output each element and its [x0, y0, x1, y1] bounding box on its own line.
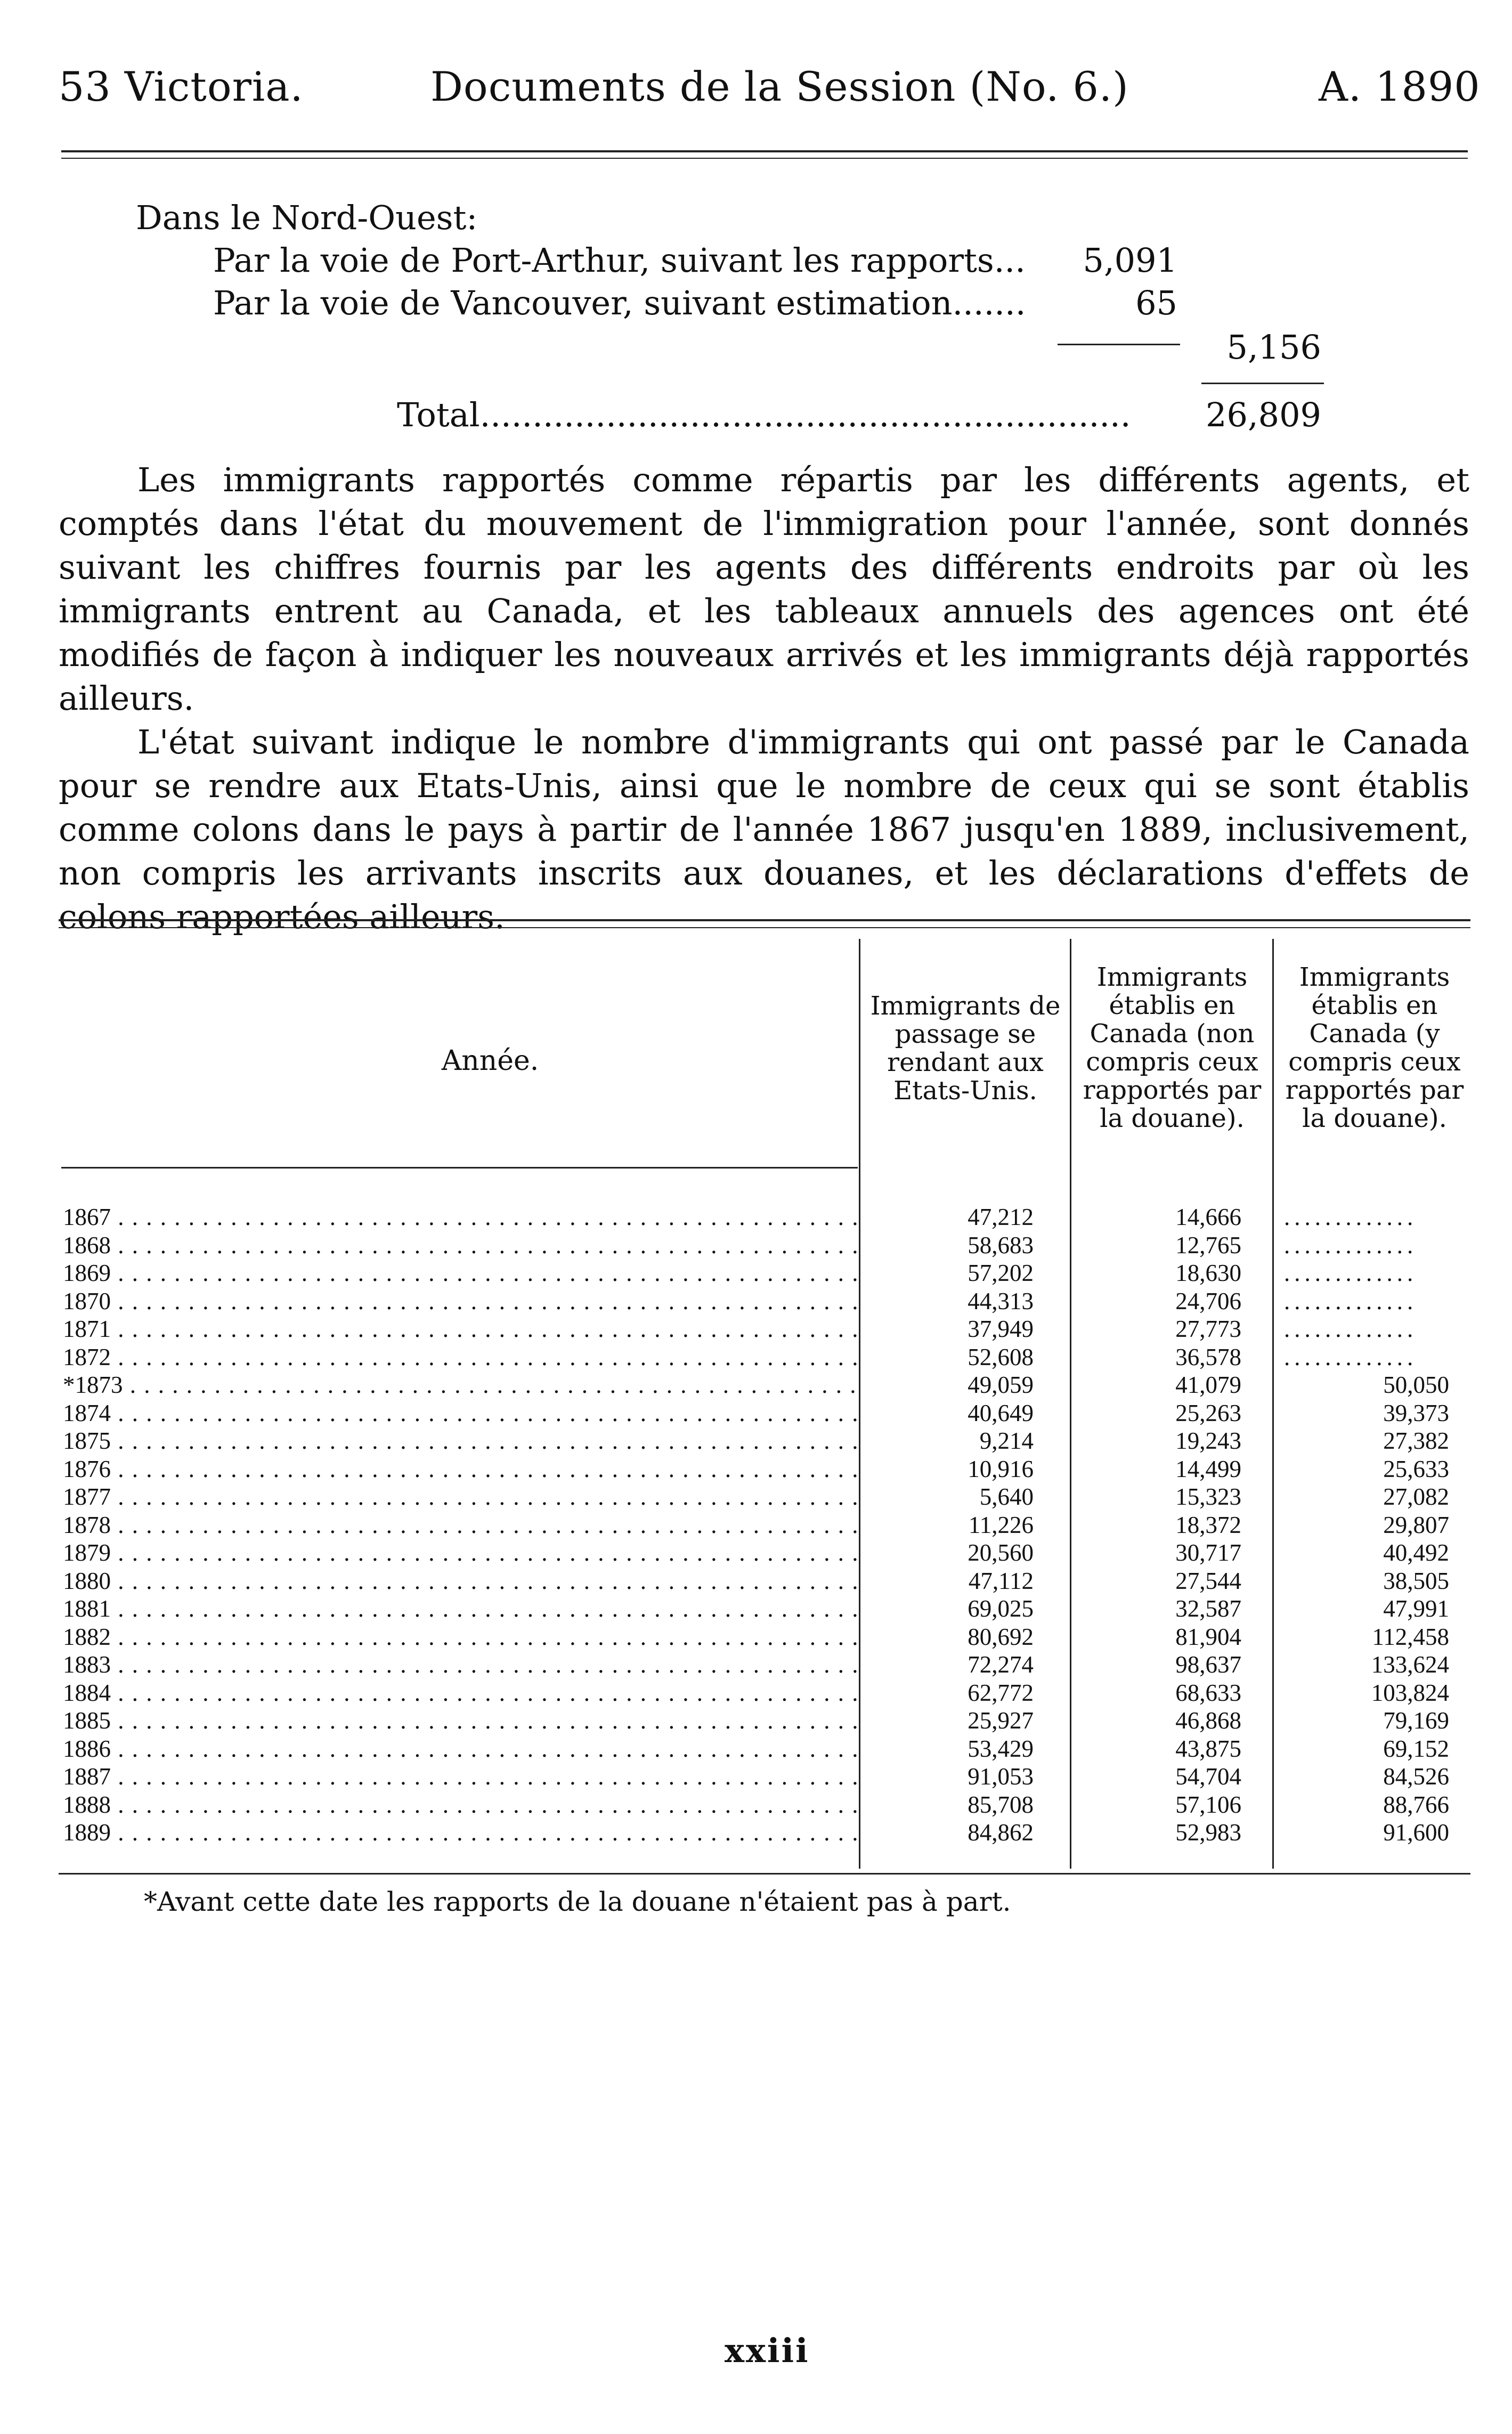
table-row-year: 1882 . . . [63, 1623, 862, 1651]
body-text [59, 458, 1469, 939]
table-cell-etablis-y: 40,492 [1383, 1539, 1449, 1566]
table-cell-etablis-y: 79,169 [1383, 1707, 1449, 1734]
table-cell-etablis-y: 88,766 [1383, 1791, 1449, 1818]
table-cell-etablis-non: 18,372 [1175, 1512, 1241, 1538]
summary-line1-label: Par la voie de Port-Arthur, suivant les rapports... [213, 241, 1026, 280]
table-cell-etablis-non: 18,630 [1175, 1260, 1241, 1286]
paragraph-1: Les immigrants rapportés comme répartis par les différents agents, et comptés dans l'état du mouvement de l'immigration pour l'année, sont donnés suivant les chiffres fournis par les agents des différents endroits par où les immigrants entrent au Canada, et les tableaux annuels des agences ont été modifiés de façon à indiquer les nouveaux arrivés et les immigrants déjà rapportés ailleurs. [59, 460, 1469, 718]
header-rule-bottom [61, 158, 1468, 159]
table-cell-etablis-y: 39,373 [1383, 1400, 1449, 1426]
total-value: 26,809 [1206, 395, 1321, 434]
table-rule-top [59, 919, 1470, 921]
table-cell-empty-leader: ............. [1284, 1204, 1418, 1230]
table-row-year: 1877 . . . [63, 1483, 862, 1511]
summary-subtotal: 5,156 [1226, 328, 1321, 367]
table-cell-etablis-y: 112,458 [1372, 1624, 1449, 1650]
table-cell-empty-leader: ............. [1284, 1344, 1418, 1370]
table-cell-etablis-non: 14,499 [1175, 1456, 1241, 1482]
table-cell-etablis-non: 30,717 [1175, 1539, 1241, 1566]
page-number: xxiii [725, 2331, 810, 2370]
table-cell-empty-leader: ............. [1284, 1316, 1418, 1342]
table-cell-empty-leader: ............. [1284, 1288, 1418, 1315]
table-cell-etablis-y: 27,082 [1383, 1483, 1449, 1510]
table-row-year: 1869 . . . [63, 1259, 862, 1287]
table-cell-empty-leader: ............. [1284, 1260, 1418, 1286]
header-left: 53 Victoria. [59, 63, 304, 110]
table-cell-etablis-non: 98,637 [1175, 1651, 1241, 1678]
table-cell-etablis-non: 68,633 [1175, 1680, 1241, 1706]
footnote: *Avant cette date les rapports de la douane n'étaient pas à part. [144, 1886, 1011, 1917]
header-etablis-y: Immigrants établis en Canada (y compris ceux rapportés par la douane). [1285, 962, 1464, 1133]
header-etablis-non: Immigrants établis en Canada (non compris ceux rapportés par la douane). [1083, 962, 1262, 1133]
table-row-year: 1886 . . . [63, 1735, 862, 1763]
table-cell-etablis-y: 47,991 [1383, 1595, 1449, 1622]
header-rule-top [61, 150, 1468, 152]
table-cell-etablis-non: 57,106 [1175, 1791, 1241, 1818]
table-cell-etablis-non: 15,323 [1175, 1483, 1241, 1510]
table-cell-etablis-y: 84,526 [1383, 1763, 1449, 1790]
table-cell-etablis-y: 69,152 [1383, 1735, 1449, 1762]
table-cell-passage: 11,226 [968, 1512, 1034, 1538]
table-row-year: 1867 . . . [63, 1203, 862, 1231]
table-row-year: *1873 . . . [63, 1371, 862, 1399]
table-row-year: 1871 . . . [63, 1315, 862, 1343]
table-cell-etablis-non: 54,704 [1175, 1763, 1241, 1790]
table-cell-passage: 58,683 [968, 1232, 1034, 1259]
table-cell-etablis-non: 25,263 [1175, 1400, 1241, 1426]
table-cell-etablis-non: 14,666 [1175, 1204, 1241, 1230]
header-underline [61, 1167, 858, 1169]
table-cell-passage: 10,916 [968, 1456, 1034, 1482]
table-row-year: 1881 . . . [63, 1595, 862, 1622]
paragraph-2: L'état suivant indique le nombre d'immigrants qui ont passé par le Canada pour se rendre aux Etats-Unis, ainsi que le nombre de ceux qui se sont établis comme colons dans le pays à partir de l'année 1867 jusqu'en 1889, inclusivement, non compris les arrivants inscrits aux douanes, et les déclarations d'effets de colons rapportées ailleurs. [59, 723, 1469, 936]
table-divider-3 [1272, 939, 1274, 1869]
table-cell-etablis-non: 36,578 [1175, 1344, 1241, 1370]
header-center: Documents de la Session (No. 6.) [430, 63, 1129, 110]
table-cell-etablis-non: 27,773 [1175, 1316, 1241, 1342]
header-right: A. 1890 [1319, 63, 1481, 110]
table-cell-passage: 84,862 [968, 1819, 1034, 1846]
table-cell-etablis-y: 25,633 [1383, 1456, 1449, 1482]
table-cell-etablis-non: 81,904 [1175, 1624, 1241, 1650]
table-cell-passage: 53,429 [968, 1735, 1034, 1762]
table-cell-passage: 25,927 [968, 1707, 1034, 1734]
table-cell-passage: 49,059 [968, 1372, 1034, 1398]
table-cell-passage: 47,212 [968, 1204, 1034, 1230]
table-row-year: 1870 . . . [63, 1287, 862, 1315]
table-cell-etablis-y: 38,505 [1383, 1568, 1449, 1594]
table-cell-etablis-non: 52,983 [1175, 1819, 1241, 1846]
table-row-year: 1884 . . . [63, 1679, 862, 1707]
table-cell-etablis-y: 103,824 [1371, 1680, 1449, 1706]
table-row-year: 1887 . . . [63, 1763, 862, 1790]
header-passage: Immigrants de passage se rendant aux Etats-Unis. [870, 991, 1061, 1106]
table-row-year: 1878 . . . [63, 1511, 862, 1539]
table-cell-etablis-non: 32,587 [1175, 1595, 1241, 1622]
table-row-year: 1872 . . . [63, 1343, 862, 1371]
table-row-year: 1879 . . . [63, 1539, 862, 1567]
table-row-year: 1868 . . . [63, 1231, 862, 1259]
table-row-year: 1880 . . . [63, 1567, 862, 1595]
summary-line1-value: 5,091 [1083, 241, 1177, 280]
table-cell-passage: 62,772 [968, 1680, 1034, 1706]
table-cell-etablis-y: 133,624 [1371, 1651, 1449, 1678]
header-year: Année. [441, 1045, 539, 1077]
table-cell-passage: 57,202 [968, 1260, 1034, 1286]
table-cell-passage: 85,708 [968, 1791, 1034, 1818]
table-cell-etablis-y: 29,807 [1383, 1512, 1449, 1538]
summary-heading: Dans le Nord-Ouest: [136, 198, 478, 237]
table-cell-etablis-y: 91,600 [1383, 1819, 1449, 1846]
table-row-year: 1883 . . . [63, 1651, 862, 1678]
table-cell-etablis-non: 12,765 [1175, 1232, 1241, 1259]
table-cell-passage: 44,313 [968, 1288, 1034, 1315]
table-cell-passage: 91,053 [968, 1763, 1034, 1790]
table-rule-bottom [59, 1873, 1470, 1875]
table-cell-passage: 20,560 [968, 1539, 1034, 1566]
table-cell-etablis-non: 46,868 [1175, 1707, 1241, 1734]
table-cell-etablis-non: 19,243 [1175, 1427, 1241, 1454]
table-cell-passage: 69,025 [968, 1595, 1034, 1622]
table-row-year: 1885 . . . [63, 1707, 862, 1734]
summary-sum-rule [1058, 344, 1180, 345]
table-row-year: 1888 . . . [63, 1791, 862, 1819]
table-cell-empty-leader: ............. [1284, 1232, 1418, 1259]
total-label: Total.............................................................. [397, 395, 1131, 434]
table-row-year: 1876 . . . [63, 1455, 862, 1483]
table-row-year: 1889 . . . [63, 1819, 862, 1846]
total-rule [1201, 383, 1324, 384]
table-cell-passage: 5,640 [979, 1483, 1034, 1510]
table-divider-2 [1070, 939, 1071, 1869]
table-cell-passage: 40,649 [968, 1400, 1034, 1426]
table-cell-etablis-non: 43,875 [1175, 1735, 1241, 1762]
table-cell-passage: 37,949 [968, 1316, 1034, 1342]
table-cell-etablis-non: 41,079 [1175, 1372, 1241, 1398]
table-cell-etablis-non: 27,544 [1175, 1568, 1241, 1594]
table-cell-passage: 47,112 [968, 1568, 1034, 1594]
table-cell-passage: 72,274 [968, 1651, 1034, 1678]
table-cell-passage: 52,608 [968, 1344, 1034, 1370]
table-cell-passage: 9,214 [979, 1427, 1034, 1454]
table-row-year: 1874 . . . [63, 1399, 862, 1427]
table-cell-etablis-non: 24,706 [1175, 1288, 1241, 1315]
summary-line2-label: Par la voie de Vancouver, suivant estimation....... [213, 283, 1026, 322]
table-cell-etablis-y: 27,382 [1383, 1427, 1449, 1454]
table-row-year: 1875 . . . [63, 1427, 862, 1455]
table-rule-top-2 [59, 927, 1470, 928]
summary-line2-value: 65 [1135, 283, 1177, 322]
table-cell-etablis-y: 50,050 [1383, 1372, 1449, 1398]
table-cell-passage: 80,692 [968, 1624, 1034, 1650]
